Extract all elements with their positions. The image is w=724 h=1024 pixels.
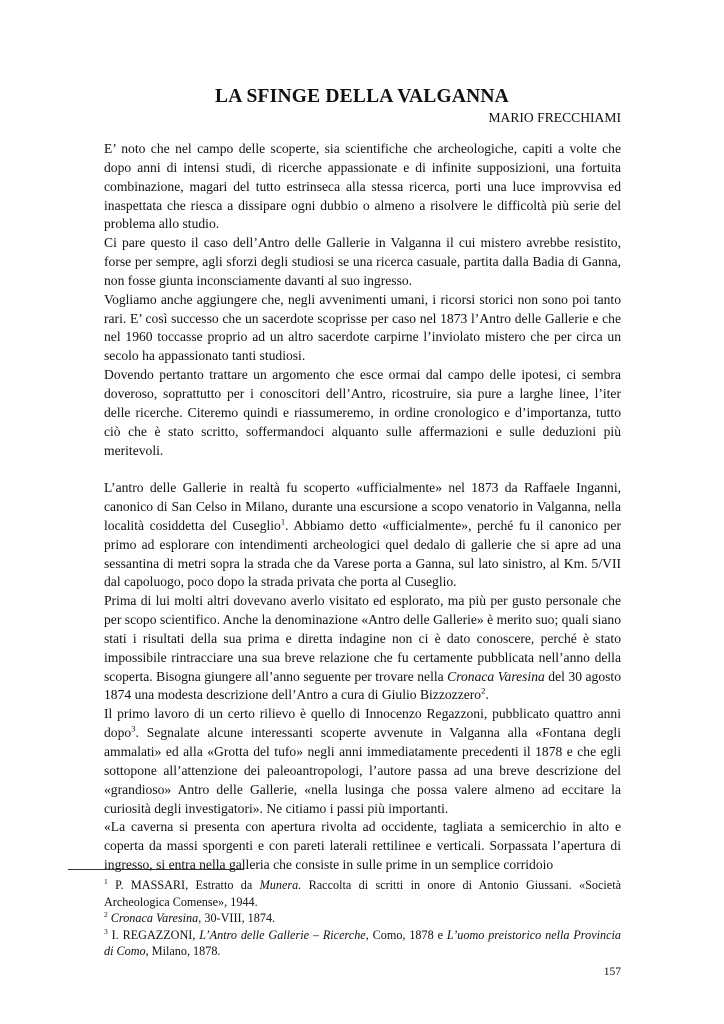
footnote-ref-2[interactable]: 2 bbox=[481, 685, 486, 696]
footnote-number: 1 bbox=[104, 876, 108, 886]
footnote-2 bbox=[104, 910, 621, 927]
paragraph-quotation: «La caverna si presenta con apertura rivolta ad occidente, tagliata a semicerchio in alto e coperta da massi sporgenti e con pareti laterali rettilinee e verticali. Sorpassata l’apertura di ingresso, si entra nella galleria che consiste in sulle prime in un semplice corridoio bbox=[104, 819, 621, 873]
article-body bbox=[104, 140, 621, 875]
italic-title: Munera. bbox=[259, 878, 302, 892]
text-run: L’antro delle Gallerie in realtà fu scoperto «ufficialmente» nel 1873 da Raffaele Inganni, canonico di San Celso in Milano, durante una escursione a scopo venatorio in Valganna, nella località cosiddetta del Cuseglio bbox=[104, 480, 621, 533]
paragraph-discovery bbox=[104, 479, 621, 592]
footnotes bbox=[104, 877, 621, 960]
italic-title: Cronaca Varesina bbox=[110, 911, 199, 926]
paragraph-intro: E’ noto che nel campo delle scoperte, sia scientifiche che archeologiche, capiti a volte che dopo anni di intensi studi, di ricerche appassionate e di infinite supposizioni, una fortuita combinazione, magari del tutto estrinseca alla stessa ricerca, porti una luce improvvisa ed inaspettata che riesca a dissipare ogni dubbio o almeno a risolvere le difficoltà più serie del problema allo studio. bbox=[104, 141, 621, 232]
text-run: Prima di lui molti altri dovevano averlo visitato ed esplorato, ma più per gusto personale che per scopo scientifico. Anche la denominazione «Antro delle Gallerie» è merito suo; quali siano stati i risultati della sua prima e diretta indagine non ci è dato conoscere, perché è stato impossibile rintracciare una sua breve relazione che fu certamente pubblicata nell’anno della scoperta. Bisogna giungere all’anno seguente per trovare nella bbox=[104, 593, 621, 684]
text-run: Il primo lavoro di un certo rilievo è quello di Innocenzo Regazzoni, pubblicato quattro anni dopo bbox=[104, 706, 621, 741]
text-run: . Segnalate alcune interessanti scoperte avvenute in Valganna alla «Fontana degli ammalati» ed alla «Grotta del tufo» negli anni immediatamente precedenti il 1878 e che egli sottopone all’attenzione dei paleoantropologi, l’autore passa ad una breve descrizione del «grandioso» Antro delle Gallerie, «nella lusinga che possa valere almeno ad eccitare la curiosità degli investigatori». Ne citiamo i passi più importanti. bbox=[104, 725, 621, 816]
text-run: P. MASSARI, Estratto da bbox=[107, 878, 260, 892]
page-number: 157 bbox=[603, 966, 621, 978]
text-run: . Abbiamo detto «ufficialmente», perché fu il canonico per primo ad esplorare con intendimenti archeologici quel dedalo di gallerie che si apre ad una sessantina di metri sopra la strada che da Varese porta a Ganna, sul lato sinistro, al Km. 5/VII dal capoluogo, poco dopo la strada privata che porta al Cuseglio. bbox=[104, 517, 621, 590]
footnote-number: 2 bbox=[104, 910, 108, 920]
paragraph-antro-case: Ci pare questo il caso dell’Antro delle Gallerie in Valganna il cui mistero avrebbe resistito, forse per sempre, agli sforzi degli studiosi se una ricerca casuale, partita dalla Badia di Ganna, non fosse giunta inconsciamente davanti al suo ingresso. bbox=[104, 235, 621, 288]
paragraph-earlier-visitors bbox=[104, 592, 621, 705]
paragraph-historical-recurrence: Vogliamo anche aggiungere che, negli avvenimenti umani, i ricorsi storici non sono poi tanto rari. E’ così successo che un sacerdote scoprisse per caso nel 1873 l’Antro delle Gallerie e che nel 1960 toccasse proprio ad un altro sacerdote carpirne l’inviolato mistero che per circa un secolo ha appassionato tanti studiosi. bbox=[104, 291, 621, 364]
article-author: MARIO FRECCHIAMI bbox=[488, 110, 621, 125]
paragraph-method: Dovendo pertanto trattare un argomento che esce ormai dal campo delle ipotesi, ci sembra doveroso, soprattutto per i conoscitori dell’Antro, ricostruire, sia pure a larghe linee, l’iter delle ricerche. Citeremo quindi e riassumeremo, in ordine cronologico e d’importanza, tutto ciò che è stato scritto, soffermandoci alquanto sulle affermazioni e sulle deduzioni più meritevoli. bbox=[104, 367, 621, 458]
italic-title: Cronaca Varesina bbox=[447, 668, 545, 684]
text-run: Raccolta di scritti in onore di Antonio Giussani. «Società Archeologica Comense», 1944. bbox=[104, 878, 621, 909]
footnote-ref-1[interactable]: 1 bbox=[280, 516, 286, 527]
italic-title: L’Antro delle Gallerie – Ricerche bbox=[199, 927, 366, 942]
text-run: , 30-VIII, 1874. bbox=[198, 911, 276, 926]
text-run: . bbox=[485, 687, 489, 703]
paragraph-regazzoni bbox=[104, 705, 621, 818]
text-run: , Milano, 1878. bbox=[145, 944, 221, 959]
text-run: del 30 agosto 1874 una modesta descrizione dell’Antro a cura di Giulio Bizzozzero bbox=[104, 668, 622, 703]
footnote-ref-3[interactable]: 3 bbox=[131, 723, 136, 734]
article-title: LA SFINGE DELLA VALGANNA bbox=[215, 86, 509, 107]
italic-title: L’uomo preistorico nella Provincia di Como bbox=[104, 927, 621, 959]
text-run: I. REGAZZONI, bbox=[107, 927, 200, 942]
footnote-1 bbox=[104, 877, 621, 910]
footnote-number: 3 bbox=[104, 926, 108, 936]
footnote-3 bbox=[104, 927, 621, 960]
text-run: , Como, 1878 e bbox=[365, 927, 447, 942]
footnote-divider bbox=[68, 869, 244, 870]
